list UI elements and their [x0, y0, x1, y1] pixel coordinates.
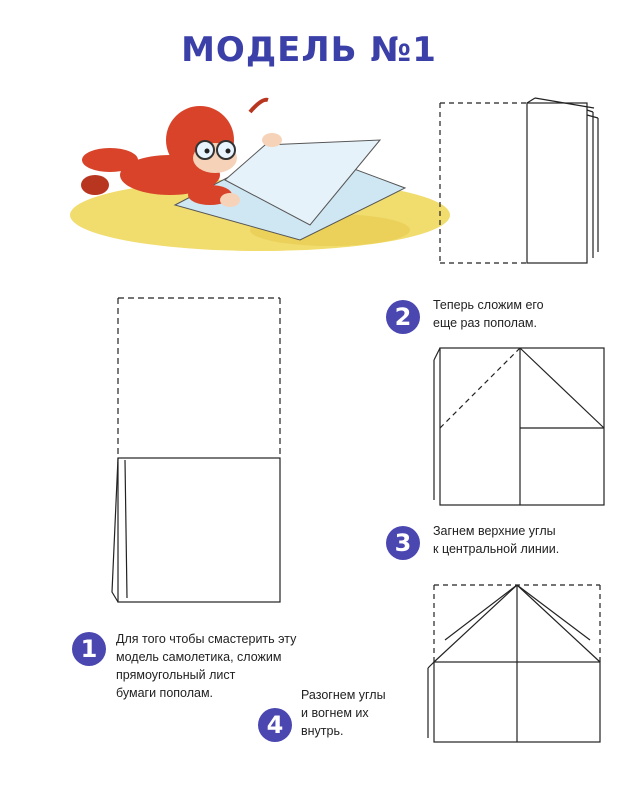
step-3-line: Загнем верхние углы — [433, 524, 556, 538]
step-2-text — [433, 296, 544, 332]
step-1-number: 1 — [72, 632, 106, 666]
step-2-line: Теперь сложим его — [433, 298, 544, 312]
fold-diagram-3 — [428, 585, 600, 742]
fold-diagram-2 — [434, 348, 604, 505]
page-title: МОДЕЛЬ №1 — [181, 30, 437, 70]
step-4-text — [301, 686, 386, 740]
step-1-line: модель самолетика, сложим — [116, 650, 282, 664]
step-3-text — [433, 522, 559, 558]
mascot-illustration — [70, 100, 450, 251]
step-4-line: и вогнем их — [301, 706, 369, 720]
fold-diagram-0 — [440, 98, 598, 263]
step-2-line: еще раз пополам. — [433, 316, 537, 330]
step-1-line: Для того чтобы смастерить эту — [116, 632, 297, 646]
step-1-line: прямоугольный лист — [116, 668, 236, 682]
step-3-number: 3 — [386, 526, 420, 560]
step-1-line: бумаги пополам. — [116, 686, 214, 700]
fold-diagram-1 — [112, 298, 280, 602]
step-2-number: 2 — [386, 300, 420, 334]
step-4-line: внутрь. — [301, 724, 344, 738]
step-4-number: 4 — [258, 708, 292, 742]
step-4-line: Разогнем углы — [301, 688, 386, 702]
step-3-line: к центральной линии. — [433, 542, 560, 556]
step-1-text — [116, 630, 296, 702]
